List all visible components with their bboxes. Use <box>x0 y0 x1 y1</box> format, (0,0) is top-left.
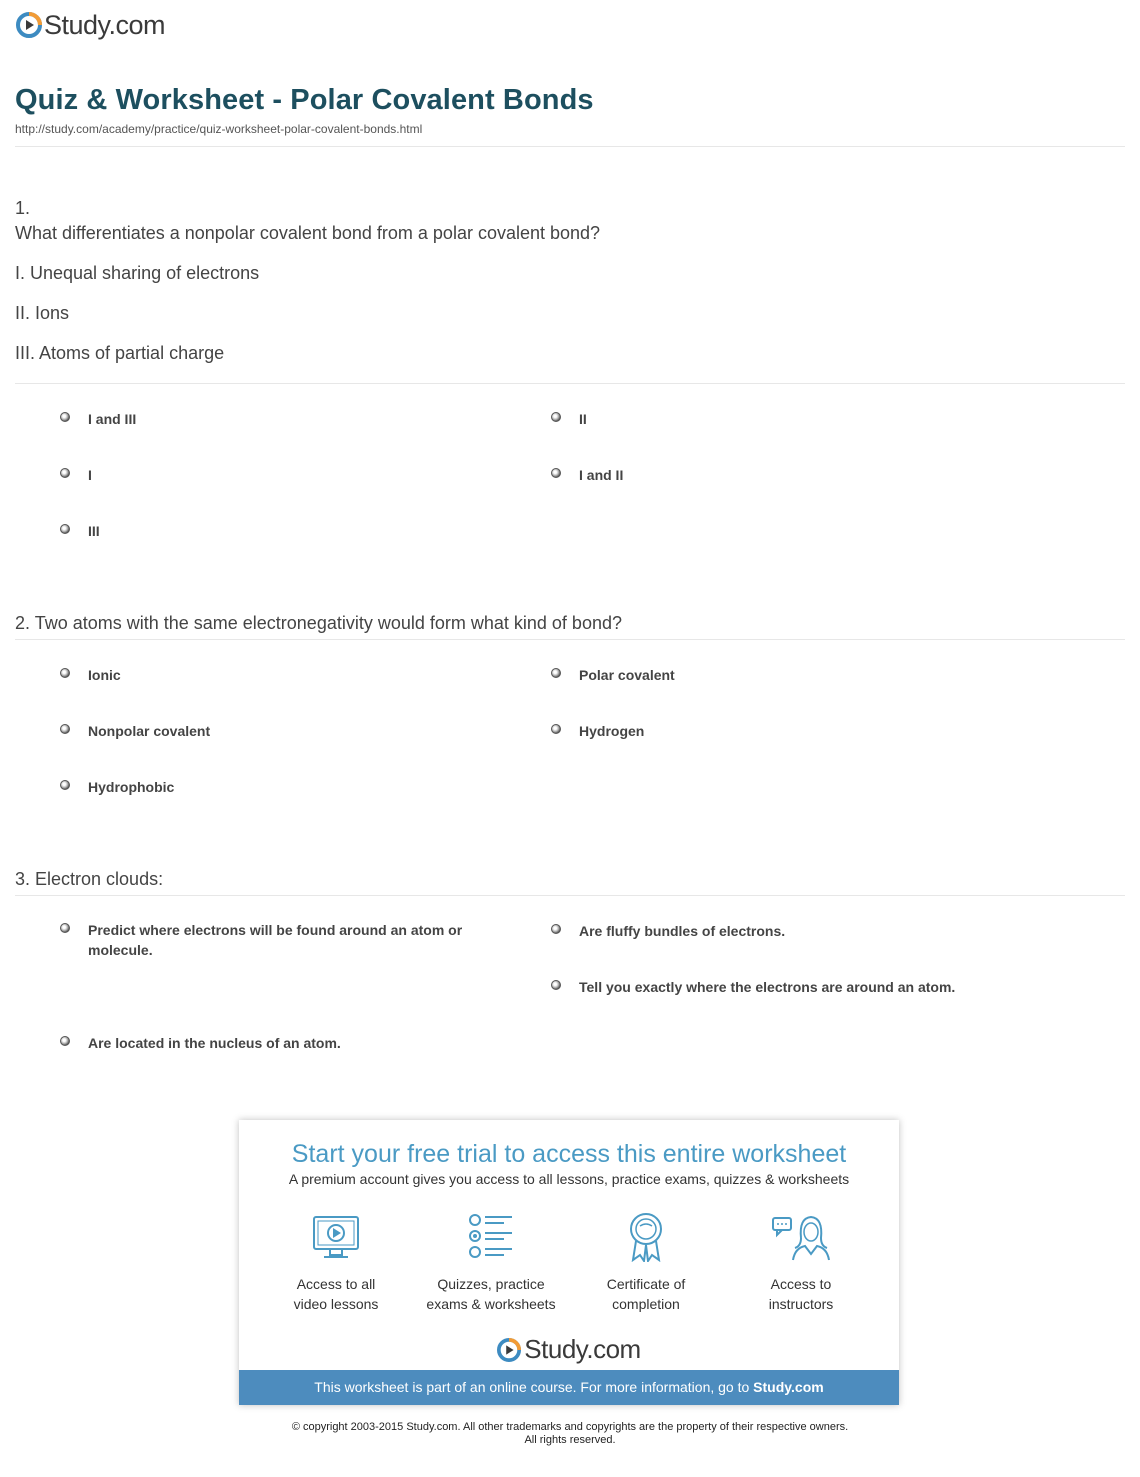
page-title: Quiz & Worksheet - Polar Covalent Bonds <box>15 84 594 116</box>
promo-logo-text: Study.com <box>524 1334 641 1364</box>
radio-button[interactable] <box>60 724 70 734</box>
answer-option[interactable] <box>551 665 675 685</box>
feature-label: Certificate of <box>606 1276 686 1292</box>
answer-label: Nonpolar covalent <box>88 723 211 739</box>
monitor-play-icon <box>311 1212 361 1262</box>
instructor-chat-icon <box>771 1212 831 1262</box>
answer-option[interactable] <box>551 921 785 941</box>
radio-button[interactable] <box>60 1036 70 1046</box>
study-logo[interactable] <box>16 10 165 40</box>
header-divider <box>15 146 1125 147</box>
feature-label: exams & worksheets <box>426 1296 556 1312</box>
question-3-divider <box>15 895 1125 896</box>
radio-button[interactable] <box>551 668 561 678</box>
question-2-text: 2. Two atoms with the same electronegativity would form what kind of bond? <box>15 613 622 633</box>
award-ribbon-icon <box>621 1212 671 1262</box>
answer-label: Hydrophobic <box>88 779 175 795</box>
answer-option[interactable] <box>551 409 587 429</box>
answer-label: Hydrogen <box>579 723 645 739</box>
answer-option[interactable] <box>60 920 480 960</box>
promo-bar-link[interactable]: Study.com <box>753 1379 824 1395</box>
logo-text: Study.com <box>44 9 166 40</box>
question-1-text: What differentiates a nonpolar covalent bond from a polar covalent bond? <box>15 223 601 243</box>
feature-video-lessons <box>261 1212 411 1314</box>
answer-label: III <box>88 523 100 539</box>
feature-instructors <box>726 1212 876 1314</box>
play-circle-logo-icon <box>16 12 42 38</box>
promo-title[interactable]: Start your free trial to access this entire worksheet <box>291 1140 847 1168</box>
radio-button[interactable] <box>60 468 70 478</box>
question-1-statement: II. Ions <box>15 303 70 323</box>
radio-button[interactable] <box>60 780 70 790</box>
answer-label: Tell you exactly where the electrons are around an atom. <box>579 979 956 995</box>
question-1-number: 1. <box>15 198 31 218</box>
answer-option[interactable] <box>551 977 955 997</box>
feature-label: Access to all <box>296 1276 376 1292</box>
question-1-statement: I. Unequal sharing of electrons <box>15 263 260 283</box>
rights-line: All rights reserved. <box>524 1434 616 1446</box>
answer-option[interactable] <box>60 521 100 541</box>
copyright-line: © copyright 2003-2015 Study.com. All other trademarks and copyrights are the property of their respective owners. <box>291 1421 849 1433</box>
answer-option[interactable] <box>60 409 136 429</box>
radio-button[interactable] <box>551 924 561 934</box>
feature-label: Quizzes, practice <box>437 1276 545 1292</box>
question-3-text: 3. Electron clouds: <box>15 869 164 889</box>
radio-button[interactable] <box>60 524 70 534</box>
answer-label: I and III <box>88 411 137 427</box>
answer-label: Predict where electrons will be found around an atom or molecule. <box>88 922 463 958</box>
promo-bar-text: This worksheet is part of an online course. For more information, go to <box>314 1379 754 1395</box>
answer-option[interactable] <box>60 465 92 485</box>
feature-certificate <box>571 1212 721 1314</box>
free-trial-promo <box>239 1120 899 1405</box>
answer-option[interactable] <box>551 721 644 741</box>
checklist-icon <box>466 1212 516 1262</box>
feature-label: completion <box>612 1296 680 1312</box>
radio-button[interactable] <box>60 412 70 422</box>
promo-subtitle: A premium account gives you access to all lessons, practice exams, quizzes & worksheets <box>288 1171 850 1187</box>
radio-button[interactable] <box>60 668 70 678</box>
radio-button[interactable] <box>551 468 561 478</box>
page-url: http://study.com/academy/practice/quiz-worksheet-polar-covalent-bonds.html <box>15 122 423 136</box>
answer-option[interactable] <box>60 1033 341 1053</box>
answer-label: Ionic <box>88 667 121 683</box>
radio-button[interactable] <box>551 724 561 734</box>
promo-study-logo[interactable] <box>239 1334 899 1365</box>
answer-label: II <box>579 411 587 427</box>
radio-button[interactable] <box>551 412 561 422</box>
question-1-statement: III. Atoms of partial charge <box>15 343 225 363</box>
question-1-divider <box>15 383 1125 384</box>
copyright-footer <box>0 1421 1140 1447</box>
question-2-divider <box>15 639 1125 640</box>
answer-label: Polar covalent <box>579 667 675 683</box>
answer-label: I and II <box>579 467 624 483</box>
radio-button[interactable] <box>60 923 70 933</box>
answer-option[interactable] <box>60 721 210 741</box>
answer-label: I <box>88 467 92 483</box>
feature-label: Access to <box>770 1276 832 1292</box>
answer-label: Are fluffy bundles of electrons. <box>579 923 786 939</box>
play-circle-logo-icon <box>497 1338 521 1362</box>
answer-label: Are located in the nucleus of an atom. <box>88 1035 341 1051</box>
answer-option[interactable] <box>551 465 623 485</box>
promo-info-bar <box>239 1370 899 1405</box>
feature-quizzes <box>416 1212 566 1314</box>
feature-label: video lessons <box>293 1296 379 1312</box>
feature-label: instructors <box>768 1296 834 1312</box>
answer-option[interactable] <box>60 665 121 685</box>
answer-option[interactable] <box>60 777 174 797</box>
radio-button[interactable] <box>551 980 561 990</box>
